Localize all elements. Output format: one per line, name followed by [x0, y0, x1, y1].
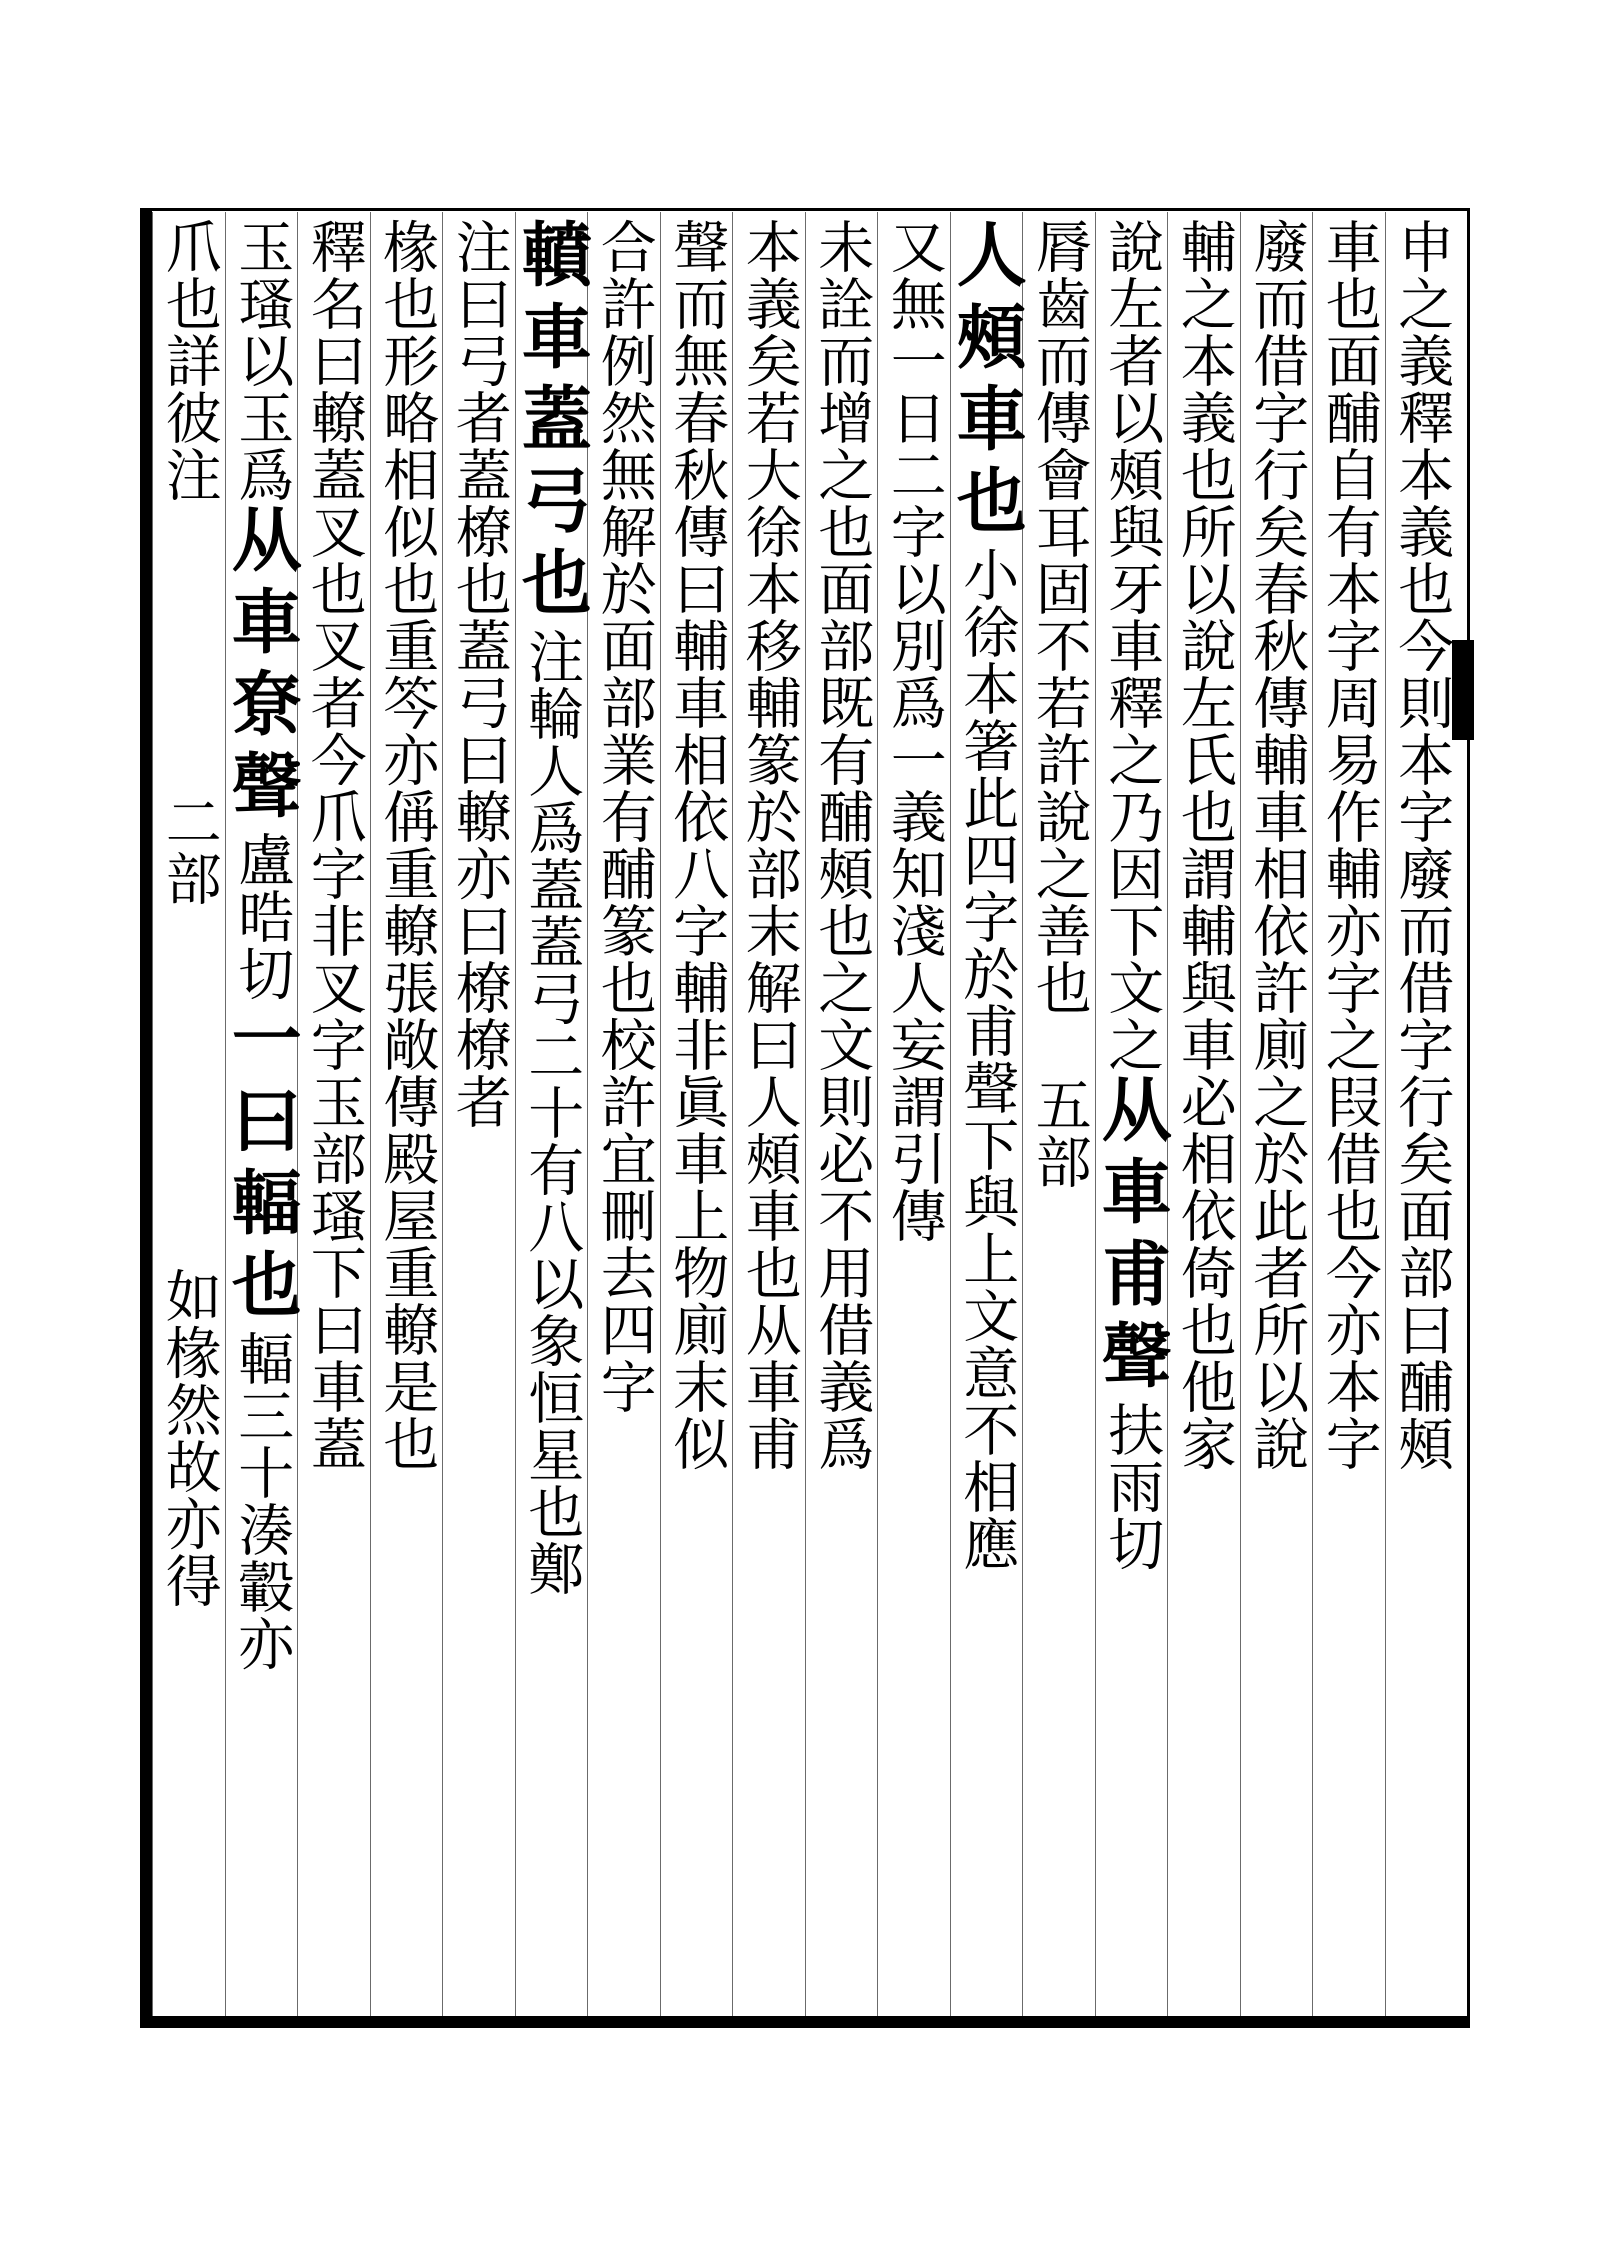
- text-column: [297, 212, 370, 2016]
- text-column: [587, 212, 660, 2016]
- column-text: 扶雨切: [1099, 1401, 1165, 1572]
- column-text: 未詮而增之也面部既有酺頰也之文則必不用借義爲: [809, 218, 875, 1472]
- text-column: [370, 212, 443, 2016]
- text-column: [152, 212, 225, 2016]
- column-text: 二部: [156, 793, 222, 907]
- column-text: 釋名曰轑蓋叉也叉者今爪字非叉字玉部瑵下曰車蓋: [301, 218, 367, 1472]
- column-text: 廢而借字行矣春秋傳輔車相依許廁之於此者所以說: [1244, 218, 1310, 1472]
- column-text: 盧晧切: [229, 831, 295, 1002]
- text-columns: [152, 212, 1457, 2016]
- text-column: [1022, 212, 1095, 2016]
- text-column: [1312, 212, 1385, 2016]
- text-column: [1240, 212, 1313, 2016]
- text-column: [1385, 212, 1458, 2016]
- column-text: 又無一日二字以別爲一義知淺人妄謂引傳: [881, 218, 947, 1244]
- text-column: [660, 212, 733, 2016]
- column-text: 車也面酺自有本字周易作輔亦字之叚借也今亦本字: [1316, 218, 1382, 1472]
- headword-text: 从車尞聲: [220, 503, 304, 831]
- column-text: 輻三十湊轂亦: [229, 1330, 295, 1672]
- text-column: [1167, 212, 1240, 2016]
- text-column: [442, 212, 515, 2016]
- headword-text: 从車甫聲: [1090, 1073, 1174, 1401]
- text-column: [1090, 212, 1174, 2016]
- column-text: 如椽然故亦得: [156, 1267, 222, 1609]
- headword-text: 一曰輻也: [220, 1002, 304, 1330]
- text-column: [805, 212, 878, 2016]
- headword-text: 車蓋弓也: [510, 300, 594, 628]
- text-column: [732, 212, 805, 2016]
- column-text: 注輪人爲蓋蓋弓二十有八以象恒星也鄭: [519, 628, 585, 1597]
- text-column: [877, 212, 950, 2016]
- column-text: 合許例然無解於面部業有酺篆也校許宜刪去四字: [591, 218, 657, 1415]
- headword-text: 人頰車也: [945, 218, 1029, 546]
- column-text: 申之義釋本義也今則本字廢而借字行矣面部曰酺頰: [1389, 218, 1455, 1472]
- column-text: 聲而無春秋傳曰輔車相依八字輔非眞車上物廁末似: [664, 218, 730, 1472]
- column-text: 脣齒而傳會耳固不若許說之善也: [1026, 218, 1092, 1016]
- column-text: 注曰弓者蓋橑也蓋弓曰轑亦曰橑橑者: [446, 218, 512, 1130]
- column-text: 玉瑵以玉爲: [229, 218, 295, 503]
- column-text: 小徐本箸此四字於甫聲下與上文意不相應: [954, 546, 1020, 1572]
- column-text: 說左者以頰與牙車釋之乃因下文之: [1099, 218, 1165, 1073]
- column-text: 本義矣若大徐本移輔篆於部末解曰人頰車也从車甫: [736, 218, 802, 1472]
- text-column: [945, 212, 1029, 2016]
- text-column: [220, 212, 304, 2016]
- column-text: 輔之本義也所以說左氏也謂輔與車必相依倚也他家: [1171, 218, 1237, 1472]
- column-text: 椽也形略相似也重笒亦偁重轑張敞傳殿屋重轑是也: [374, 218, 440, 1472]
- text-column: [510, 212, 594, 2016]
- column-text: 爪也詳彼注: [156, 218, 222, 503]
- headword-seal-character: 轒: [510, 218, 594, 300]
- column-text: 五部: [1026, 1076, 1092, 1190]
